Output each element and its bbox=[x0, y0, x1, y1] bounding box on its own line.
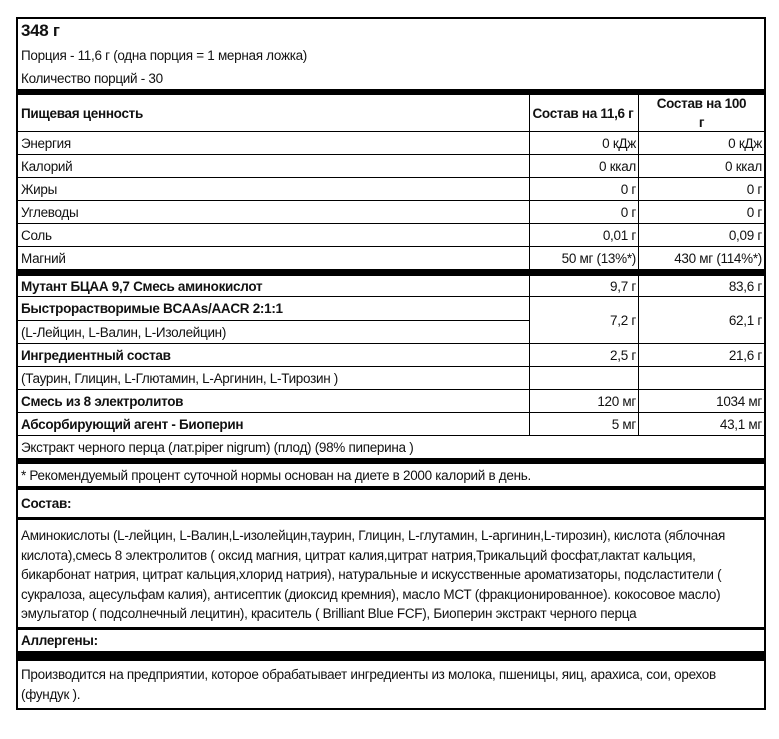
value-serving: 7,2 г bbox=[530, 297, 639, 343]
ingredient-name: Ингредиентный состав bbox=[18, 344, 530, 366]
nutrient-name: Соль bbox=[18, 224, 530, 246]
extract-text: Экстракт черного перца (лат.piper nigrum) (плод) (98% пиперина ) bbox=[21, 439, 414, 455]
composition-title: Состав: bbox=[21, 496, 72, 511]
nutrition-row bbox=[18, 246, 764, 269]
nutrition-row bbox=[18, 200, 764, 223]
value-serving: 0 г bbox=[530, 178, 639, 200]
value-100g: 0 кДж bbox=[728, 135, 762, 151]
value-serving: 120 мг bbox=[530, 390, 639, 412]
servings-count: Количество порций - 30 bbox=[21, 70, 163, 86]
footnote: * Рекомендуемый процент суточной нормы основан на диете в 2000 калорий в день. bbox=[21, 467, 531, 483]
blend-name: Мутант БЦАА 9,7 Смесь аминокислот bbox=[18, 276, 530, 296]
composition-text: Аминокислоты (L-лейцин, L-Валин,L-изолейцин,таурин, Глицин, L-глутамин, L-аргинин,L-тирозин), кислота (яблочная кислота),смесь 8 электролитов ( оксид магния, цитрат калия,цитрат натрия,Трикальций фосфат,лактат кальция, бикарбонат натрия, цитрат кальция,хлорид натрия), натуральные и искусственные ароматизаторы, подсластители ( сукралоза, ацесульфам калия), антисептик (диоксид кремния), масло МСТ (фракционированное). кокосовое масло) эмульгатор ( подсолнечный лецитин), краситель ( Brilliant Blue FCF), Биоперин экстракт черного перца bbox=[21, 528, 726, 621]
allergens-text: Производится на предприятии, которое обрабатывает ингредиенты из молока, пшеницы, яиц, арахиса, сои, орехов (фундук ). bbox=[21, 667, 716, 702]
absorb-name: Абсорбирующий агент - Биоперин bbox=[18, 413, 530, 435]
nutrition-label bbox=[16, 17, 766, 710]
header-col-100g: Состав на 100 г bbox=[656, 96, 747, 130]
nutrition-row bbox=[18, 154, 764, 177]
bcaa-sub: (L-Лейцин, L-Валин, L-Изолейцин) bbox=[18, 320, 529, 344]
nutrient-name: Жиры bbox=[18, 178, 530, 200]
bcaa-name: Быстрорастворимые BCAAs/AACR 2:1:1 bbox=[21, 301, 283, 316]
nutrient-name: Энергия bbox=[18, 132, 530, 154]
value-serving: 0 ккал bbox=[530, 155, 639, 177]
allergens-title: Аллергены: bbox=[21, 633, 98, 648]
value-100g: 0 г bbox=[746, 181, 762, 197]
value-serving: 0 кДж bbox=[530, 132, 639, 154]
nutrient-name: Калорий bbox=[18, 155, 530, 177]
nutrition-row bbox=[18, 131, 764, 154]
nutrient-name: Магний bbox=[18, 247, 530, 269]
portion-size: Порция - 11,6 г (одна порция = 1 мерная ложка) bbox=[21, 47, 307, 63]
value-100g: 43,1 мг bbox=[719, 416, 762, 432]
value-100g: 1034 мг bbox=[716, 393, 762, 409]
value-100g: 62,1 г bbox=[728, 312, 762, 328]
value-100g: 0 г bbox=[746, 204, 762, 220]
package-weight: 348 г bbox=[21, 21, 60, 40]
value-serving: 2,5 г bbox=[530, 344, 639, 366]
value-100g: 0,09 г bbox=[728, 227, 762, 243]
header-label: Пищевая ценность bbox=[18, 95, 530, 131]
value-serving: 0 г bbox=[530, 201, 639, 223]
value-serving: 0,01 г bbox=[530, 224, 639, 246]
value-serving: 5 мг bbox=[530, 413, 639, 435]
divider bbox=[18, 651, 764, 661]
value-100g: 430 мг (114%*) bbox=[674, 250, 762, 266]
value-serving: 50 мг (13%*) bbox=[530, 247, 639, 269]
electrolytes-name: Смесь из 8 электролитов bbox=[18, 390, 530, 412]
value-100g: 0 ккал bbox=[725, 158, 762, 174]
value-100g: 21,6 г bbox=[728, 347, 762, 363]
ingredient-sub: (Таурин, Глицин, L-Глютамин, L-Аргинин, L-Тирозин ) bbox=[18, 367, 530, 389]
header-col-serving: Состав на 11,6 г bbox=[530, 95, 639, 131]
value-serving: 9,7 г bbox=[530, 276, 639, 296]
nutrition-row bbox=[18, 223, 764, 246]
value-100g: 83,6 г bbox=[728, 278, 762, 294]
nutrient-name: Углеводы bbox=[18, 201, 530, 223]
divider bbox=[18, 269, 764, 276]
nutrition-row bbox=[18, 177, 764, 200]
